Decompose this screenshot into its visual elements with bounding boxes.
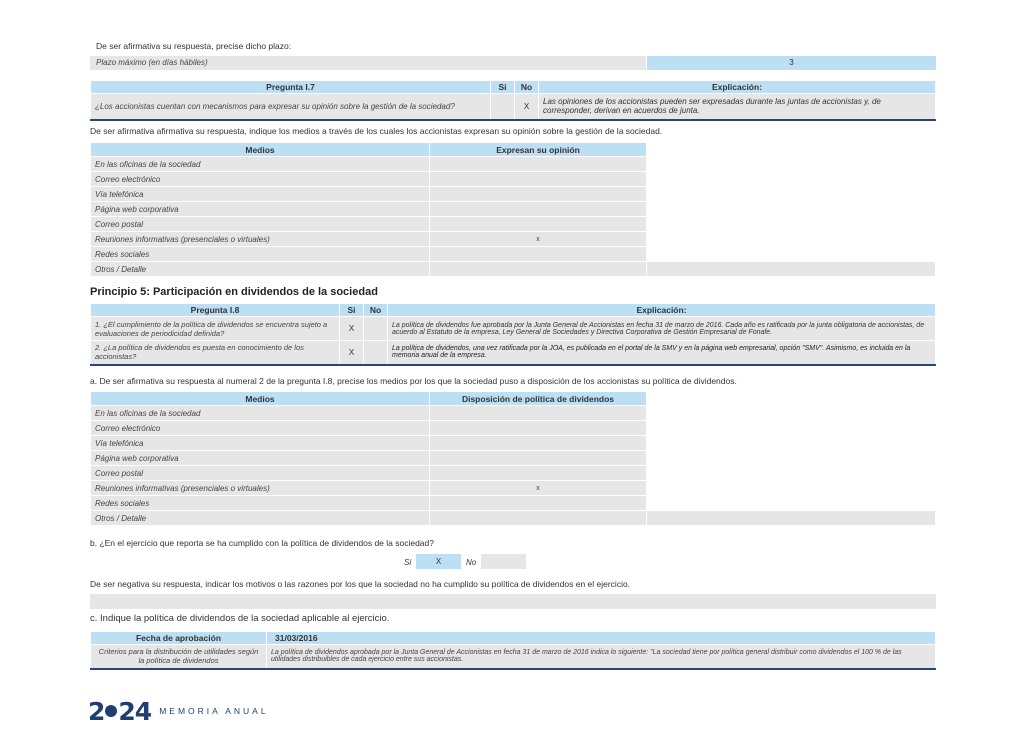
intro-text: De ser afirmativa su respuesta, precise dicho plazo: — [96, 41, 292, 51]
medios2-row-value — [430, 496, 647, 511]
q18-question: 1. ¿El cumplimiento de la política de dividendos se encuentra sujeto a evaluaciones de periodicidad definida? — [91, 317, 340, 341]
medios2-table — [90, 391, 936, 526]
principio5-title: Principio 5: Participación en dividendos de la sociedad — [90, 286, 378, 298]
si-value: X — [416, 554, 461, 569]
medios1-row-value: x — [430, 232, 647, 247]
medios2-row-value — [430, 406, 647, 421]
si-label: Si — [404, 558, 412, 567]
medios2-row-value — [430, 511, 647, 526]
medios2-row-label: Correo postal — [91, 466, 430, 481]
medios1-row-label: Vía telefónica — [91, 187, 430, 202]
medios1-header-opinion: Expresan su opinión — [430, 143, 647, 157]
year-digits-a: 2 — [88, 696, 105, 726]
q17-header-explicacion: Explicación: — [539, 81, 936, 94]
medios2-row-label: Página web corporativa — [91, 451, 430, 466]
q18-no — [364, 317, 388, 341]
medios2-row-label: Correo electrónico — [91, 421, 430, 436]
medios2-row-label: Otros / Detalle — [91, 511, 430, 526]
medios1-row-value — [430, 202, 647, 217]
criterios-value: La política de dividendos aprobada por la Junta General de Accionistas en fecha 31 de marzo de 2016 indica lo siguiente: "La sociedad tiene por política general distribuir como dividendos el 100 % de las utilidades distribuibles de cada ejercicio entre sus accionistas. — [267, 645, 936, 669]
medios2-row-value: x — [430, 481, 647, 496]
q17-header-question: Pregunta I.7 — [91, 81, 491, 94]
q18-table — [90, 303, 936, 366]
q17-header-si: Si — [491, 81, 515, 94]
medios1-row-label: Correo postal — [91, 217, 430, 232]
medios1-row-value — [430, 157, 647, 172]
no-label: No — [466, 558, 477, 567]
medios1-row-label: Página web corporativa — [91, 202, 430, 217]
medios2-row-value — [430, 421, 647, 436]
q17-si — [491, 94, 515, 120]
medios2-row-label: Reuniones informativas (presenciales o virtuales) — [91, 481, 430, 496]
medios1-row-value — [430, 247, 647, 262]
criterios-label: Criterios para la distribución de utilidades según la política de dividendos — [91, 645, 267, 669]
q18-header-question: Pregunta I.8 — [91, 304, 340, 317]
q18-si: X — [340, 341, 364, 365]
medios1-table — [90, 142, 936, 277]
medios1-row-label: Reuniones informativas (presenciales o virtuales) — [91, 232, 430, 247]
item-c: c. Indique la política de dividendos de la sociedad aplicable al ejercicio. — [90, 613, 390, 624]
medios2-row-value — [430, 436, 647, 451]
memoria-anual-label: MEMORIA ANUAL — [159, 706, 269, 716]
medios1-row-value — [430, 172, 647, 187]
item-b: b. ¿En el ejercicio que reporta se ha cumplido con la política de dividendos de la sociedad? — [90, 538, 434, 548]
medios2-row-value — [430, 451, 647, 466]
plazo-label: Plazo máximo (en días hábiles) — [90, 56, 646, 70]
q17-explanation: Las opiniones de los accionistas pueden ser expresadas durante las juntas de accionistas y, de corresponder, derivan en acuerdos de junta. — [539, 94, 936, 120]
negativa-answer — [90, 594, 936, 609]
medios1-intro: De ser afirmativa afirmativa su respuesta, indique los medios a través de los cuales los accionistas expresan su opinión sobre la gestión de la sociedad. — [90, 126, 663, 136]
year-digits-b: 24 — [118, 696, 152, 726]
q18-explanation: La política de dividendos fue aprobada por la Junta General de Accionistas en fecha 31 de marzo de 2016. Cada año es ratificada por la junta obligatoria de accionistas, de acuerdo al Estatuto de la empresa, Ley General de Sociedades y Directiva Corporativa de Gestión Empresarial de Fonafe. — [388, 317, 936, 341]
q18-no — [364, 341, 388, 365]
medios2-header-medios: Medios — [91, 392, 430, 406]
q18-explanation: La política de dividendos, una vez ratificada por la JOA, es publicada en el portal de la SMV y en la página web empresarial, opción "SMV". Asimismo, es incluida en la memoria anual de la empresa. — [388, 341, 936, 365]
q17-header-no: No — [515, 81, 539, 94]
medios1-row-label: Correo electrónico — [91, 172, 430, 187]
medios2-row-label: Vía telefónica — [91, 436, 430, 451]
q18-question: 2. ¿La política de dividendos es puesta en conocimiento de los accionistas? — [91, 341, 340, 365]
q18-header-si: Si — [340, 304, 364, 317]
negativa-text: De ser negativa su respuesta, indicar los motivos o las razones por los que la sociedad no ha cumplido su política de dividendos en el ejercicio. — [90, 579, 631, 589]
fecha-value: 31/03/2016 — [267, 632, 936, 645]
medios1-row-label: Redes sociales — [91, 247, 430, 262]
medios2-row-value — [430, 466, 647, 481]
q18-header-no: No — [364, 304, 388, 317]
item-a: a. De ser afirmativa su respuesta al numeral 2 de la pregunta I.8, precise los medios por los que la sociedad puso a disposición de los accionistas su política de dividendos. — [90, 376, 737, 386]
medios2-row-label: Redes sociales — [91, 496, 430, 511]
medios2-header-disposicion: Disposición de política de dividendos — [430, 392, 647, 406]
plazo-value: 3 — [647, 56, 936, 70]
medios1-row-value — [430, 187, 647, 202]
q17-table — [90, 80, 936, 121]
medios2-row-label: En las oficinas de la sociedad — [91, 406, 430, 421]
year-dot-icon — [105, 705, 117, 717]
medios1-row-label: Otros / Detalle — [91, 262, 430, 277]
footer-logo — [88, 698, 269, 724]
medios1-row-label: En las oficinas de la sociedad — [91, 157, 430, 172]
fecha-label: Fecha de aprobación — [91, 632, 267, 645]
medios1-row-value — [430, 262, 647, 277]
q17-question: ¿Los accionistas cuentan con mecanismos para expresar su opinión sobre la gestión de la sociedad? — [91, 94, 491, 120]
medios1-row-value — [430, 217, 647, 232]
q18-si: X — [340, 317, 364, 341]
politica-table — [90, 631, 936, 670]
q17-no: X — [515, 94, 539, 120]
medios1-header-medios: Medios — [91, 143, 430, 157]
no-value — [481, 554, 526, 569]
q18-header-explicacion: Explicación: — [388, 304, 936, 317]
